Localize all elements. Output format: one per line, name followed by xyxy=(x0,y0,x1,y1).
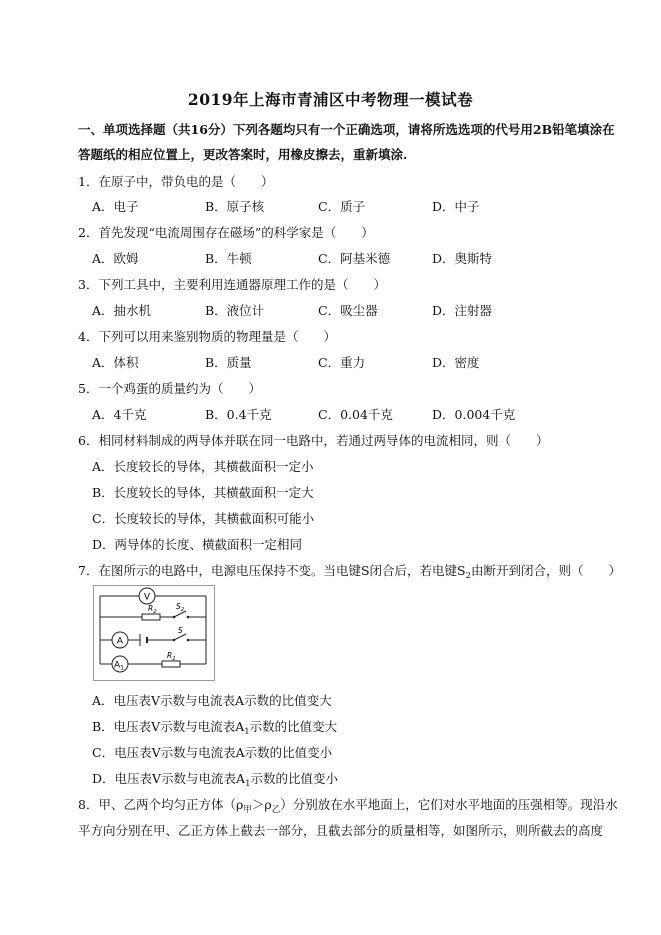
question-1-stem: 1．在原子中，带负电的是（ ） xyxy=(78,174,274,189)
question-1-option-b: B．原子核 xyxy=(205,199,265,214)
question-4-option-b: B．质量 xyxy=(205,355,252,370)
question-8-line2: 平方向分别在甲、乙正方体上截去一部分，且截去部分的质量相等，如图所示，则所截去的高度 xyxy=(78,823,604,838)
question-7-option-a: A．电压表V示数与电流表A示数的比值变大 xyxy=(92,693,332,708)
section-instruction-line1: 一、单项选择题（共16分）下列各题均只有一个正确选项，请将所选选项的代号用2B铅笔填涂在 xyxy=(78,122,615,137)
question-7-option-d: D．电压表V示数与电流表$A_1$示数的比值变小 xyxy=(92,771,339,789)
resistor-r1 xyxy=(162,661,180,667)
question-1-option-d: D．中子 xyxy=(432,199,480,214)
section-instruction-line2: 答题纸的相应位置上，更改答案时，用橡皮擦去，重新填涂. xyxy=(78,147,408,162)
question-6-option-a: A．长度较长的导体，其横截面积一定小 xyxy=(92,459,314,474)
question-4-option-c: C．重力 xyxy=(318,355,366,370)
circuit-diagram xyxy=(92,584,216,682)
question-6-stem: 6．相同材料制成的两导体并联在同一电路中，若通过两导体的电流相同，则（ ） xyxy=(78,433,549,448)
switch-s-contact xyxy=(187,639,190,642)
question-2-option-c: C．阿基米德 xyxy=(318,251,391,266)
switch-s2-label: $S_2$ xyxy=(176,602,185,613)
question-7-stem: 7．在图所示的电路中，电源电压保持不变。当电键S闭合后，若电键$S_2$由断开到闭合，则（ ） xyxy=(78,563,622,581)
question-3-option-a: A．抽水机 xyxy=(92,303,152,318)
question-1-option-c: C．质子 xyxy=(318,199,366,214)
question-3-stem: 3．下列工具中，主要利用连通器原理工作的是（ ） xyxy=(78,277,386,292)
question-3-option-b: B．液位计 xyxy=(205,303,265,318)
resistor-r1-label: $R_1$ xyxy=(167,651,176,662)
question-5-option-a: A．4千克 xyxy=(92,407,147,422)
resistor-r2-label: $R_2$ xyxy=(148,604,157,615)
question-1-option-a: A．电子 xyxy=(92,199,139,214)
question-3-option-d: D．注射器 xyxy=(432,303,493,318)
question-3-option-c: C．吸尘器 xyxy=(318,303,378,318)
question-5-option-c: C．0.04千克 xyxy=(318,407,393,422)
resistor-r2 xyxy=(142,614,160,620)
switch-s2-contact xyxy=(187,616,190,619)
question-7-option-b: B．电压表V示数与电流表$A_1$示数的比值变大 xyxy=(92,719,338,737)
question-5-stem: 5．一个鸡蛋的质量约为（ ） xyxy=(78,381,261,396)
page-title: 2019年上海市青浦区中考物理一模试卷 xyxy=(187,90,474,109)
question-7-option-c: C．电压表V示数与电流表A示数的比值变小 xyxy=(92,745,333,760)
switch-s2-pivot xyxy=(173,616,176,619)
switch-s-pivot xyxy=(173,639,176,642)
question-4-option-a: A．体积 xyxy=(92,355,139,370)
question-6-option-d: D．两导体的长度、横截面积一定相同 xyxy=(92,537,303,552)
ammeter-a-label: A xyxy=(116,636,124,647)
question-4-option-d: D．密度 xyxy=(432,355,480,370)
question-2-option-d: D．奥斯特 xyxy=(432,251,493,266)
question-5-option-b: B．0.4千克 xyxy=(205,407,272,422)
ammeter-a1-label: $A_1$ xyxy=(114,660,124,672)
question-5-option-d: D．0.004千克 xyxy=(432,407,516,422)
voltmeter-label: V xyxy=(143,592,151,603)
question-2-option-b: B．牛顿 xyxy=(205,251,252,266)
question-2-option-a: A．欧姆 xyxy=(92,251,139,266)
question-6-option-c: C．长度较长的导体，其横截面积可能小 xyxy=(92,511,315,526)
switch-s-label: S xyxy=(178,626,183,635)
question-6-option-b: B．长度较长的导体，其横截面积一定大 xyxy=(92,485,314,500)
question-8-line1: 8．甲、乙两个均匀正方体$(\rho_甲>\rho_乙)$分别放在水平地面上，它们对水平地面的压强相等。现沿水 xyxy=(78,797,618,815)
question-4-stem: 4．下列可以用来鉴别物质的物理量是（ ） xyxy=(78,329,336,344)
question-2-stem: 2．首先发现“电流周围存在磁场”的科学家是（ ） xyxy=(78,225,374,240)
